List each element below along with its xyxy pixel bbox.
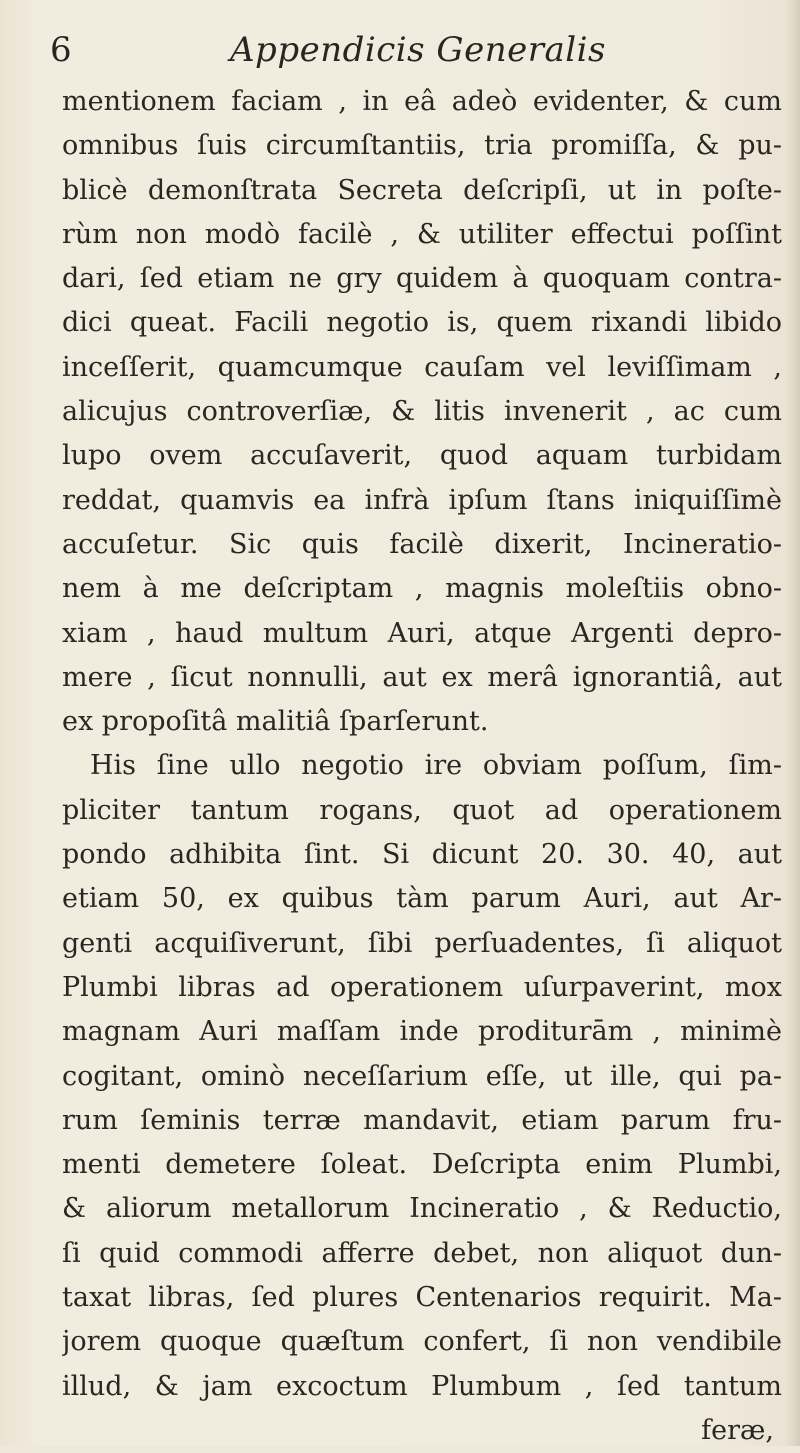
text-line: dari, ſed etiam ne gry quidem à quoquam contra- xyxy=(62,263,782,295)
text-line: xiam , haud multum Auri, atque Argenti depro- xyxy=(62,617,782,649)
text-line: menti demetere ſoleat. Deſcripta enim Plumbi, xyxy=(62,1149,782,1181)
body-text xyxy=(62,80,782,1453)
text-line: inceſſerit, quamcumque cauſam vel leviſſimam , xyxy=(62,351,782,383)
page-edge-shadow xyxy=(786,0,800,1446)
text-line: cogitant, ominò neceſſarium eſſe, ut ille, qui pa- xyxy=(62,1060,782,1092)
text-line: omnibus ſuis circumſtantiis, tria promiſſa, & pu- xyxy=(62,130,782,162)
text-line: rùm non modò facilè , & utiliter effectui poſſint xyxy=(62,218,782,250)
text-line: lupo ovem accuſaverit, quod aquam turbidam xyxy=(62,440,782,472)
text-line: dici queat. Facili negotio is, quem rixandi libido xyxy=(62,307,782,339)
text-line: reddat, quamvis ea infrà ipſum ſtans iniquiſſimè xyxy=(62,484,782,516)
text-line: Plumbi libras ad operationem uſurpaverint, mox xyxy=(62,971,782,1003)
text-line: pliciter tantum rogans, quot ad operationem xyxy=(62,794,782,826)
running-head: Appendicis Generalis xyxy=(230,30,606,70)
text-line: ex propoſitâ malitiâ ſparſerunt. xyxy=(62,706,489,738)
text-line: etiam 50, ex quibus tàm parum Auri, aut Ar- xyxy=(62,883,782,915)
page-number: 6 xyxy=(50,30,72,70)
text-line: ſi quid commodi afferre debet, non aliquot dun- xyxy=(62,1237,782,1269)
text-line: genti acquiſiverunt, ſibi perſuadentes, ſi aliquot xyxy=(62,927,782,959)
text-line: & aliorum metallorum Incineratio , & Reductio, xyxy=(62,1193,782,1225)
text-line: mentionem faciam , in eâ adeò evidenter, & cum xyxy=(62,86,782,117)
text-line: mere , ſicut nonnulli, aut ex merâ ignorantiâ, aut xyxy=(62,661,782,693)
text-line: illud, & jam excoctum Plumbum , ſed tantum xyxy=(62,1370,782,1402)
text-line: taxat libras, ſed plures Centenarios requirit. Ma- xyxy=(62,1282,782,1314)
text-line: accuſetur. Sic quis facilè dixerit, Incineratio- xyxy=(62,528,782,560)
text-line: nem à me deſcriptam , magnis moleſtiis obno- xyxy=(62,573,782,605)
text-line: blicè demonſtrata Secreta deſcripſi, ut in poſte- xyxy=(62,174,782,206)
text-line: magnam Auri maſſam inde proditurām , minimè xyxy=(62,1016,782,1048)
text-line: alicujus controverſiæ, & litis invenerit , ac cum xyxy=(62,396,782,428)
text-line: His ſine ullo negotio ire obviam poſſum, ſim- xyxy=(90,750,782,782)
text-line: pondo adhibita ſint. Si dicunt 20. 30. 40, aut xyxy=(62,839,782,871)
text-line: jorem quoque quæſtum confert, ſi non vendibile xyxy=(62,1326,782,1358)
text-line: rum ſeminis terræ mandavit, etiam parum fru- xyxy=(62,1104,782,1136)
page-header xyxy=(50,26,770,76)
catchword: feræ, xyxy=(701,1414,774,1446)
